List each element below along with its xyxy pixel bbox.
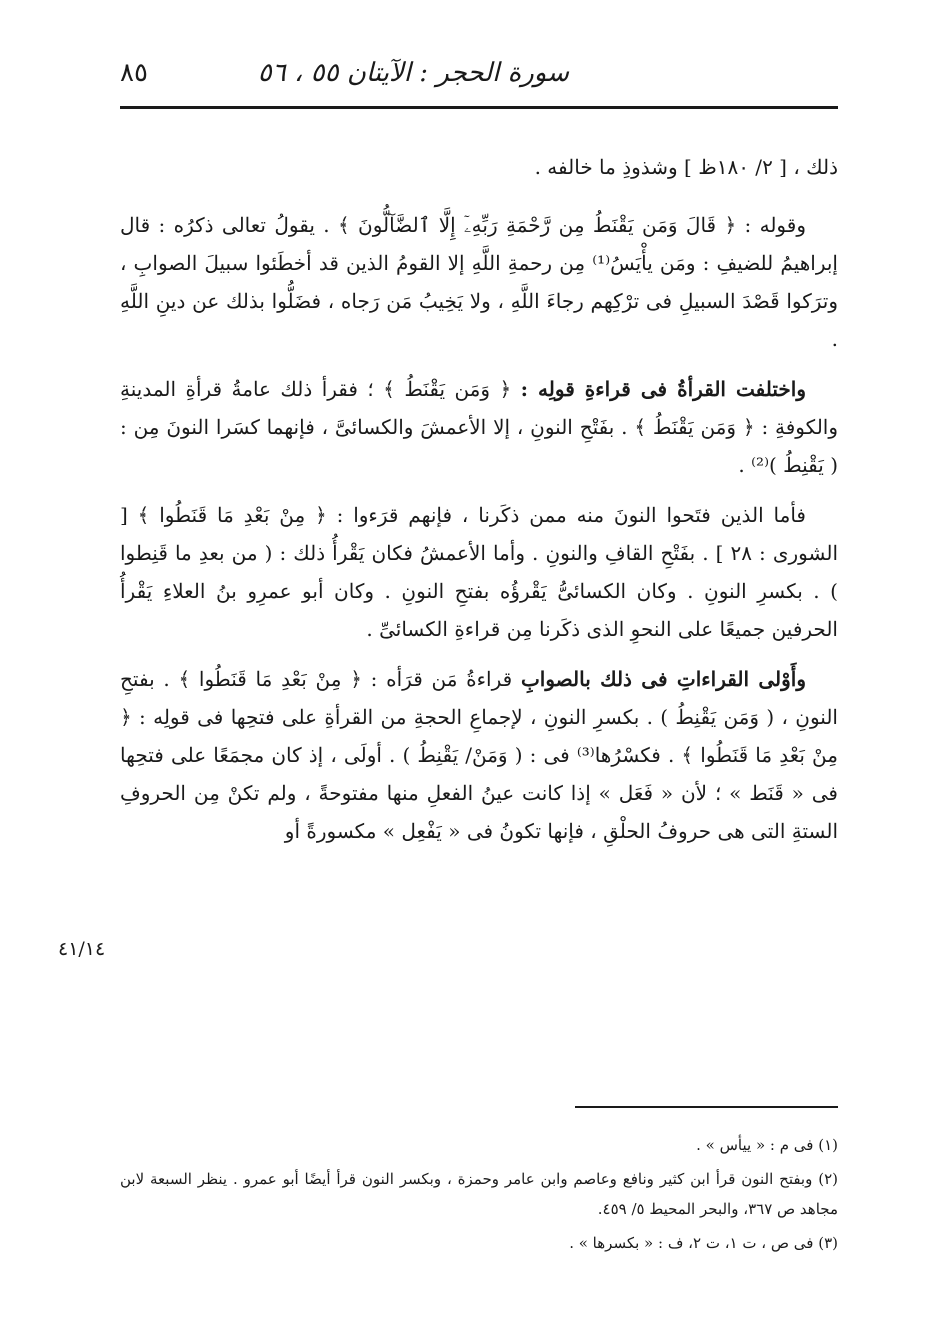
paragraph-text: فأما الذين فتَحوا النونَ منه ممن ذكَرنا ، فإنهم قرَءوا : ﴿ مِنْ بَعْدِ مَا قَنَطُوا ﴾ [ الشورى : ٢٨ ] . بفَتْحِ القافِ والنونِ . وأما الأعمشُ فكان يَقْرأُ ذلك : ( من بعدِ ما قَنِطوا ) . بكسرِ النونِ . وكان الكسائىُّ يَقْرؤُه بفتحِ النونِ . وكان أبو عمرِو بنُ العلاءِ يَقْرأُ الحرفين جميعًا على النحوِ الذى ذكَرنا مِن قراءةِ الكسائىِّ . — [120, 503, 838, 641]
paragraph — [120, 496, 838, 648]
main-text — [120, 148, 838, 862]
footnote: (١) فى م : « ييأس » . — [696, 1136, 838, 1154]
footnote: (٢) وبفتح النون قرأ ابن كثير ونافع وعاصم وابن عامر وحمزة ، وبكسر النون قرأ أيضًا أبو عمرو . ينظر السبعة لابن مجاهد ص ٣٦٧، والبحر المحيط ٥/ ٤٥٩. — [120, 1170, 838, 1218]
margin-reference: ٤١/١٤ — [58, 938, 106, 960]
paragraph — [120, 370, 838, 484]
paragraph-lead: وأَوْلى القراءاتِ فى ذلك بالصوابِ — [520, 667, 807, 691]
paragraph — [120, 206, 838, 358]
header-rule — [120, 106, 838, 109]
page-number: ٨٥ — [120, 58, 148, 88]
paragraph-text: ﴿ وَمَن يَقْنَطُ ﴾ ؛ فقرأ ذلك عامةُ قرأةِ المدينةِ والكوفةِ : ﴿ وَمَن يَقْنَطُ ﴾ . بفَتْحِ النونِ ، إلا الأعمشَ والكسائىَّ ، فإنهما كسَرا النونَ مِن : ( يَقْنِطُ )⁽²⁾ . — [120, 377, 838, 477]
page-header — [120, 58, 839, 98]
paragraph — [120, 148, 838, 186]
footnotes — [120, 1130, 838, 1262]
paragraph-text: وقوله : ﴿ قَالَ وَمَن يَقْنَطُ مِن رَّحْمَةِ رَبِّهِۦٓ إِلَّا ٱلضَّآلُّونَ ﴾ . يقولُ تعالى ذكرُه : قال إبراهيمُ للضيفِ : ومَن يأْيَسُ⁽¹⁾ مِن رحمةِ اللَّهِ إلا القومُ الذين قد أخطَئوا سبيلَ الصوابِ ، وترَكوا قَصْدَ السبيلِ فى ترْكِهم رجاءَ اللَّهِ ، ولا يَخِيبُ مَن رَجاه ، فضَلُّوا بذلك عن دينِ اللَّهِ . — [120, 213, 839, 351]
running-title: سورة الحجر : الآيتان ٥٥ ، ٥٦ — [257, 58, 569, 88]
footnote: (٣) فى ص ، ت ١، ت ٢، ف : « بكسرها » . — [569, 1234, 838, 1252]
paragraph — [120, 660, 838, 850]
paragraph-lead: واختلفت القرأةُ فى قراءةِ قولِه : — [520, 377, 806, 401]
footnote-rule — [575, 1106, 838, 1108]
paragraph-text: قراءةُ مَن قرَأه : ﴿ مِنْ بَعْدِ مَا قَنَطُوا ﴾ . بفتحِ النونِ ، ( وَمَن يَقْنِطُ ) . بكسرِ النونِ ، لإجماعِ الحجةِ من القرأةِ على فتحِها فى قولِه : ﴿ مِنْ بَعْدِ مَا قَنَطُوا ﴾ . فكسْرُها⁽³⁾ فى : ( وَمَنْ/ يَقْنِطُ ) . أولَى ، إذ كان مجمَعًا على فتحِها فى « قَنَط » ؛ لأن « فَعَل » إذا كانت عينُ الفعلِ منها مفتوحةً ، ولم تكنْ مِن الحروفِ الستةِ التى هى حروفُ الحلْقِ ، فإنها تكونُ فى « يَفْعِل » مكسورةً أو — [120, 667, 838, 843]
paragraph-text: ذلك ، [ ٢/ ١٨٠ظ ] وشذوذِ ما خالفه . — [534, 155, 838, 179]
